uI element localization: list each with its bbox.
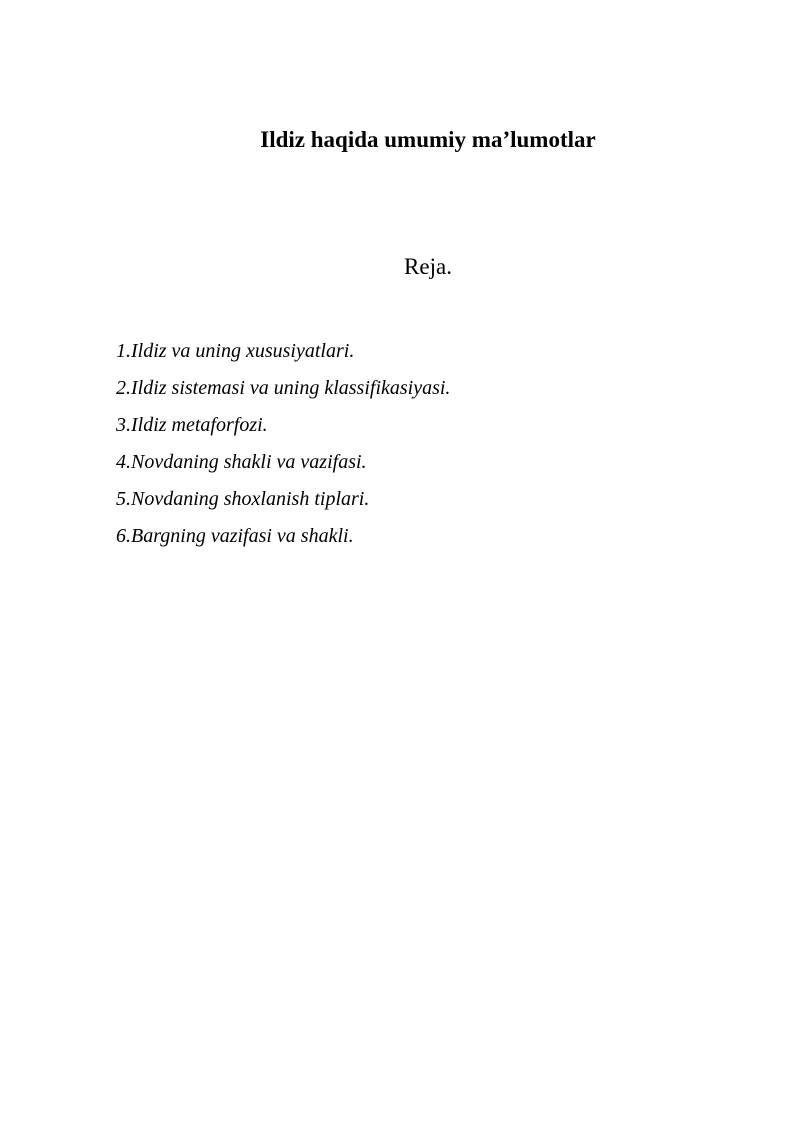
plan-list bbox=[116, 333, 450, 555]
page-title: Ildiz haqida umumiy ma’lumotlar bbox=[260, 127, 596, 152]
plan-item: 2.Ildiz sistemasi va uning klassifikasiyasi. bbox=[116, 377, 451, 399]
plan-item: 3.Ildiz metaforfozi. bbox=[116, 414, 268, 436]
plan-item: 6.Bargning vazifasi va shakli. bbox=[116, 525, 354, 547]
plan-item: 4.Novdaning shakli va vazifasi. bbox=[116, 451, 367, 473]
plan-item: 5.Novdaning shoxlanish tiplari. bbox=[116, 488, 370, 510]
plan-heading: Reja. bbox=[404, 254, 452, 279]
plan-item: 1.Ildiz va uning xususiyatlari. bbox=[116, 340, 355, 362]
